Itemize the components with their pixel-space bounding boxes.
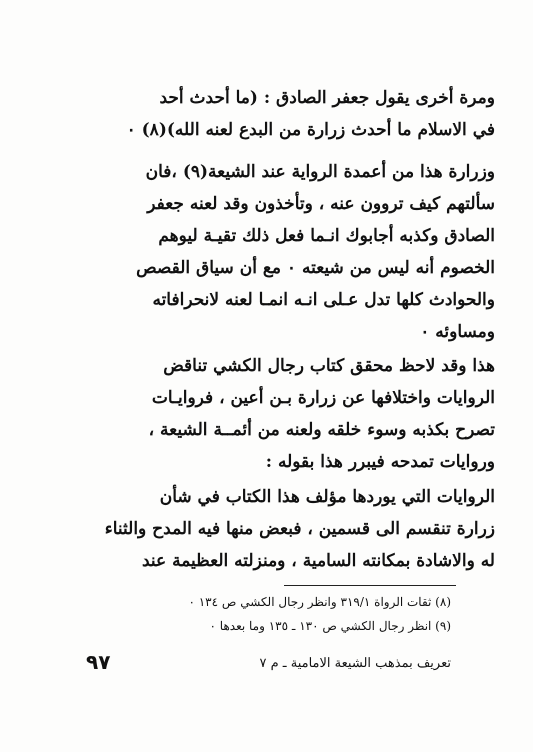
text-line: في الاسلام ما أحدث زرارة من البدع لعنه الله)(٨) ٠ — [126, 120, 495, 140]
footnote-divider — [284, 585, 456, 586]
text-line: تصرح بكذبه وسوء خلقه ولعنه من أئمــة الشيعة ، — [148, 420, 495, 440]
running-footer: تعريف بمذهب الشيعة الامامية ـ م ٧ — [259, 656, 451, 671]
paragraph-3 — [34, 350, 495, 478]
paragraph-1 — [34, 82, 495, 146]
paragraph-4 — [34, 481, 495, 577]
text-line: الصادق وكذبه أجابوك انـما فعل ذلك تقيـة ليوهم — [158, 226, 495, 246]
text-line: سألتهم كيف تروون عنه ، وتأخذون وقد لعنه جعفر — [147, 194, 495, 214]
paragraph-2 — [34, 156, 495, 348]
text-line: ومساوئه ٠ — [420, 322, 495, 342]
text-line: وروايات تمدحه فيبرر هذا بقوله : — [265, 452, 495, 472]
text-line: الخصوم أنه ليس من شيعته ٠ مع أن سياق القصص — [136, 258, 495, 278]
text-line: الروايات التي يوردها مؤلف هذا الكتاب في شأن — [159, 487, 495, 507]
text-line: والحوادث كلها تدل عـلى انـه انمـا لعنه لانحرافاته — [152, 290, 495, 310]
text-line: زرارة تنقسم الى قسمين ، فبعض منها فيه المدح والثناء — [104, 519, 495, 539]
text-line: وزرارة هذا من أعمدة الرواية عند الشيعة(٩) ،فان — [145, 162, 495, 182]
footnote-9: (٩) انظر رجال الكشي ص ١٣٠ ـ ١٣٥ وما بعدها ٠ — [209, 619, 451, 633]
page-number: ٩٧ — [86, 650, 111, 674]
text-line: الروايات واختلافها عن زرارة بـن أعين ، فروايـات — [151, 388, 495, 408]
text-line: ومرة أخرى يقول جعفر الصادق : (ما أحدث أحد — [159, 88, 495, 108]
text-line: هذا وقد لاحظ محقق كتاب رجال الكشي تناقض — [163, 356, 495, 376]
text-line: له والاشادة بمكانته السامية ، ومنزلته العظيمة عند — [141, 551, 495, 571]
footnote-8: (٨) ثقات الرواة ٣١٩/١ وانظر رجال الكشي ص ١٣٤ ٠ — [188, 595, 451, 609]
